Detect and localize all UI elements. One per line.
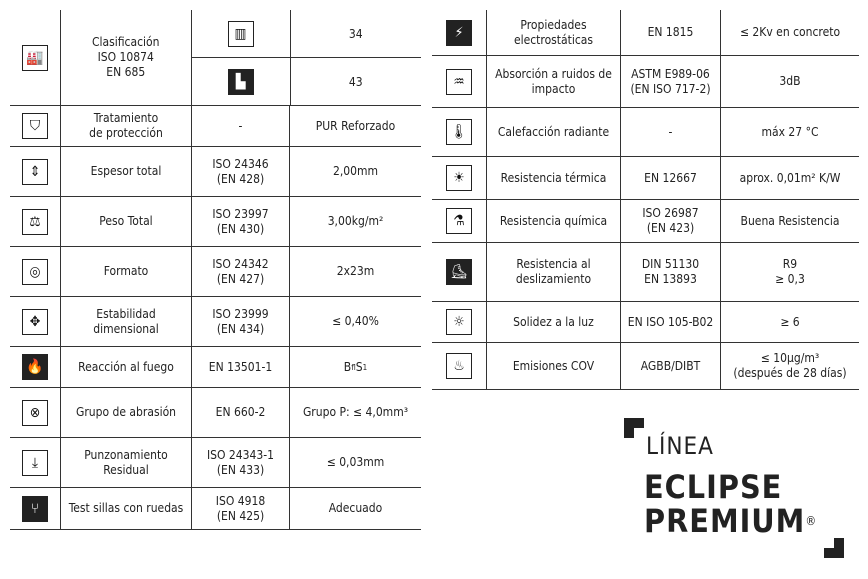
left-property-name: Grupo de abrasión <box>75 405 177 419</box>
right-value: ≤ 10μg/m³ (después de 28 días) <box>733 351 847 380</box>
left-icon-cell <box>10 147 61 196</box>
left-rows <box>10 106 421 530</box>
right-icon-cell <box>432 343 487 389</box>
left-value: 3,00kg/m² <box>327 214 384 228</box>
classification-row <box>10 10 421 106</box>
left-property-name: Test sillas con ruedas <box>68 501 184 515</box>
thermal-resistance-icon: ☀ <box>446 165 472 191</box>
classification-name: Clasificación ISO 10874 EN 685 <box>91 35 160 79</box>
left-value: B fl S 1 <box>343 359 368 374</box>
classification-subrows <box>191 10 421 105</box>
left-property-name: Formato <box>103 264 149 278</box>
right-property-name: Resistencia al deslizamiento <box>515 257 592 286</box>
weight-icon: ⚖ <box>22 209 48 235</box>
right-icon-cell <box>432 108 487 156</box>
logo-line-3-text: PREMIUM <box>644 502 806 540</box>
right-row <box>432 108 859 157</box>
fire-icon: 🔥 <box>22 354 48 380</box>
left-icon-cell <box>10 197 61 246</box>
left-norm: ISO 24343-1 (EN 433) <box>191 438 290 487</box>
right-norm: EN 12667 <box>620 157 721 199</box>
right-icon-cell <box>432 243 487 301</box>
factory-icon: ▙ <box>228 69 254 95</box>
right-icon-cell <box>432 200 487 242</box>
thickness-icon: ⇕ <box>22 159 48 185</box>
left-property-name: Espesor total <box>90 164 162 178</box>
left-row <box>10 297 421 347</box>
right-row <box>432 343 859 390</box>
logo-line-1: LÍNEA <box>646 432 714 460</box>
left-value: Adecuado <box>328 501 383 515</box>
right-value: R9 ≥ 0,3 <box>775 257 805 286</box>
right-value: aprox. 0,01m² K/W <box>739 170 841 185</box>
right-norm: - <box>620 108 721 156</box>
logo-line-2: ECLIPSE <box>644 468 783 506</box>
thermometer-icon: 🌡 <box>446 119 472 145</box>
electrostatic-icon: ⚡ <box>446 20 472 46</box>
left-norm: EN 13501-1 <box>191 347 290 387</box>
left-property-name: Reacción al fuego <box>78 359 174 374</box>
left-value: Grupo P: ≤ 4,0mm³ <box>302 405 409 419</box>
left-row <box>10 247 421 297</box>
left-row <box>10 147 421 197</box>
right-property-name: Resistencia química <box>499 213 608 228</box>
left-value: ≤ 0,40% <box>332 314 379 328</box>
left-icon-cell <box>10 297 61 346</box>
left-property-name: Estabilidad dimensional <box>93 306 159 336</box>
right-icon-cell <box>432 302 487 342</box>
right-row <box>432 302 859 343</box>
classification-value-2: 43 <box>348 74 363 89</box>
registered-mark: ® <box>805 514 818 528</box>
left-value: 2x23m <box>336 264 375 278</box>
left-icon-cell <box>10 488 61 529</box>
right-norm: DIN 51130 EN 13893 <box>620 243 721 301</box>
right-property-name: Calefacción radiante <box>497 124 610 139</box>
right-row <box>432 157 859 200</box>
right-norm: AGBB/DIBT <box>620 343 721 389</box>
left-property-name: Punzonamiento Residual <box>84 447 168 477</box>
left-row <box>10 388 421 438</box>
left-norm: ISO 4918 (EN 425) <box>191 488 290 529</box>
left-icon-cell <box>10 388 61 437</box>
right-norm: EN ISO 105-B02 <box>620 302 721 342</box>
right-property-name: Solidez a la luz <box>513 314 594 329</box>
left-spec-table <box>10 10 421 530</box>
right-norm: EN 1815 <box>620 10 721 55</box>
left-row <box>10 347 421 388</box>
right-row <box>432 56 859 108</box>
slip-icon: ⛸ <box>446 259 472 285</box>
chair-icon: ⑂ <box>22 496 48 522</box>
right-spec-table <box>432 10 859 390</box>
left-norm: ISO 24342 (EN 427) <box>191 247 290 296</box>
stability-icon: ✥ <box>22 309 48 335</box>
right-property-name: Absorción a ruidos de impacto <box>495 66 612 96</box>
right-row <box>432 200 859 243</box>
brand-logo <box>624 418 844 558</box>
left-icon-cell <box>10 347 61 387</box>
classification-icon-cell <box>10 10 61 105</box>
left-norm: ISO 23997 (EN 430) <box>191 197 290 246</box>
left-value: 2,00mm <box>332 164 379 178</box>
left-icon-cell <box>10 438 61 487</box>
right-norm: ASTM E989-06 (EN ISO 717-2) <box>620 56 721 107</box>
roll-icon: ◎ <box>22 259 48 285</box>
emissions-icon: ♨ <box>446 353 472 379</box>
left-norm: ISO 23999 (EN 434) <box>191 297 290 346</box>
classification-subrow-1 <box>192 10 421 57</box>
left-property-name: Tratamiento de protección <box>89 111 163 140</box>
left-icon-cell <box>10 106 61 146</box>
left-row <box>10 488 421 530</box>
building-icon: ▥ <box>228 21 254 47</box>
factory-icon: 🏭 <box>22 45 48 71</box>
classification-value-1: 34 <box>348 26 363 41</box>
right-value: 3dB <box>779 74 801 88</box>
right-value: Buena Resistencia <box>740 213 840 228</box>
abrasion-icon: ⊗ <box>22 400 48 426</box>
left-norm: - <box>191 106 290 146</box>
left-row <box>10 438 421 488</box>
right-property-name: Emisiones COV <box>512 358 595 373</box>
left-row <box>10 106 421 147</box>
left-value: ≤ 0,03mm <box>326 455 385 469</box>
right-property-name: Resistencia térmica <box>500 170 607 185</box>
right-property-name: Propiedades electrostáticas <box>513 17 594 47</box>
indentation-icon: ⤓ <box>22 450 48 476</box>
right-icon-cell <box>432 56 487 107</box>
right-icon-cell <box>432 10 487 55</box>
right-value: máx 27 °C <box>761 124 819 139</box>
classification-subrow-2 <box>192 57 421 105</box>
left-norm: EN 660-2 <box>191 388 290 437</box>
chemical-icon: ⚗ <box>446 208 472 234</box>
impact-sound-icon: ♒ <box>446 69 472 95</box>
right-value: ≤ 2Kv en concreto <box>739 25 841 39</box>
logo-line-3 <box>644 504 817 538</box>
right-row <box>432 10 859 56</box>
left-icon-cell <box>10 247 61 296</box>
left-property-name: Peso Total <box>99 214 153 228</box>
left-value: PUR Reforzado <box>315 118 396 133</box>
right-value: ≥ 6 <box>780 314 800 329</box>
shield-icon: ⛉ <box>22 113 48 139</box>
left-row <box>10 197 421 247</box>
light-icon: ☼ <box>446 309 472 335</box>
right-rows <box>432 10 859 390</box>
left-norm: ISO 24346 (EN 428) <box>191 147 290 196</box>
right-icon-cell <box>432 157 487 199</box>
right-row <box>432 243 859 302</box>
right-norm: ISO 26987 (EN 423) <box>620 200 721 242</box>
